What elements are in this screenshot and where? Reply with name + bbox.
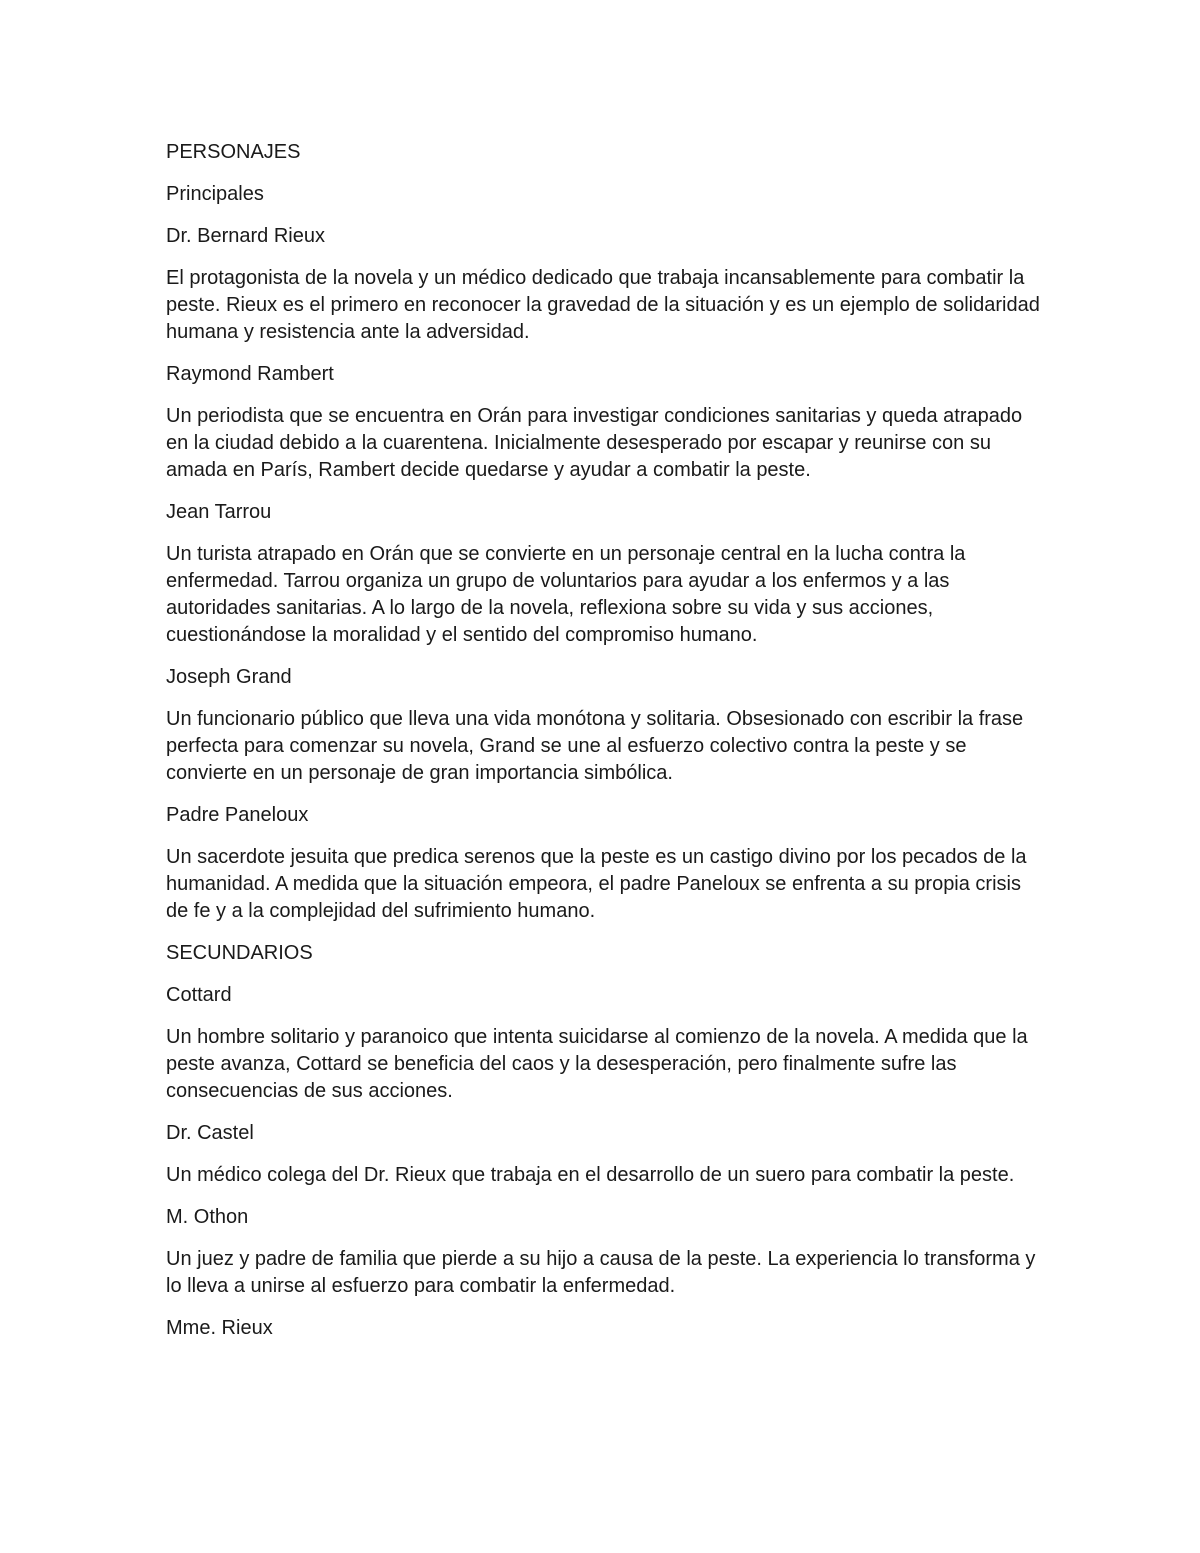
character-name: Dr. Bernard Rieux bbox=[166, 225, 325, 247]
subsection-heading: SECUNDARIOS bbox=[166, 942, 313, 964]
character-description: Un médico colega del Dr. Rieux que trabaja en el desarrollo de un suero para combatir la peste. bbox=[166, 1164, 1015, 1186]
character-name: M. Othon bbox=[166, 1206, 249, 1228]
character-description: Un turista atrapado en Orán que se convierte en un personaje central en la lucha contra la enfermedad. Tarrou organiza un grupo de voluntarios para ayudar a los enfermos y a las autoridades sanitarias. A lo largo de la novela, reflexiona sobre su vida y sus acciones, cuestionándose la moralidad y el sentido del compromiso humano. bbox=[166, 543, 966, 646]
document-body bbox=[166, 139, 1046, 1357]
character-name: Cottard bbox=[166, 984, 232, 1006]
character-name: Mme. Rieux bbox=[166, 1317, 273, 1339]
character-name: Jean Tarrou bbox=[166, 501, 272, 523]
character-description: Un juez y padre de familia que pierde a su hijo a causa de la peste. La experiencia lo transforma y lo lleva a unirse al esfuerzo para combatir la enfermedad. bbox=[166, 1248, 1036, 1297]
character-description: El protagonista de la novela y un médico dedicado que trabaja incansablemente para combatir la peste. Rieux es el primero en reconocer la gravedad de la situación y es un ejemplo de solidaridad humana y resistencia ante la adversidad. bbox=[166, 267, 1040, 343]
character-name: Raymond Rambert bbox=[166, 363, 334, 385]
subsection-heading: Principales bbox=[166, 183, 264, 205]
character-description: Un funcionario público que lleva una vida monótona y solitaria. Obsesionado con escribir la frase perfecta para comenzar su novela, Grand se une al esfuerzo colectivo contra la peste y se convierte en un personaje de gran importancia simbólica. bbox=[166, 708, 1024, 784]
character-name: Joseph Grand bbox=[166, 666, 292, 688]
character-description: Un hombre solitario y paranoico que intenta suicidarse al comienzo de la novela. A medida que la peste avanza, Cottard se beneficia del caos y la desesperación, pero finalmente sufre las consecuencias de sus acciones. bbox=[166, 1026, 1028, 1102]
section-heading: PERSONAJES bbox=[166, 141, 301, 163]
character-description: Un sacerdote jesuita que predica serenos que la peste es un castigo divino por los pecados de la humanidad. A medida que la situación empeora, el padre Paneloux se enfrenta a su propia crisis de fe y a la complejidad del sufrimiento humano. bbox=[166, 846, 1027, 922]
character-name: Dr. Castel bbox=[166, 1122, 254, 1144]
character-description: Un periodista que se encuentra en Orán para investigar condiciones sanitarias y queda atrapado en la ciudad debido a la cuarentena. Inicialmente desesperado por escapar y reunirse con su amada en París, Rambert decide quedarse y ayudar a combatir la peste. bbox=[166, 405, 1023, 481]
character-name: Padre Paneloux bbox=[166, 804, 309, 826]
